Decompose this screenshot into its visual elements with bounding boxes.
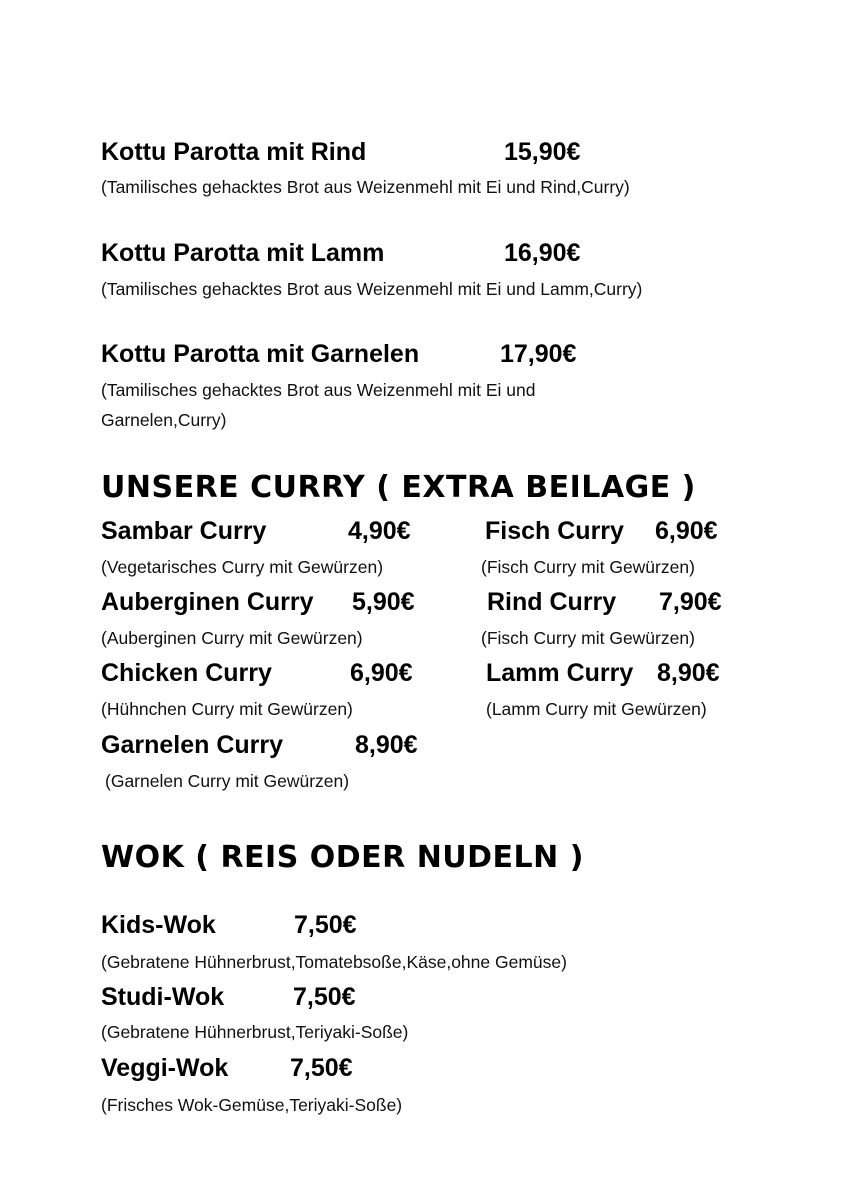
- curry-item-name: Fisch Curry: [485, 517, 624, 545]
- curry-item-price: 5,90€: [352, 588, 415, 616]
- wok-item-name: Kids-Wok: [101, 911, 216, 939]
- menu-item-price: 15,90€: [504, 138, 581, 166]
- menu-item-description: (Tamilisches gehacktes Brot aus Weizenmehl mit Ei und: [101, 380, 536, 400]
- menu-item-name: Kottu Parotta mit Lamm: [101, 239, 385, 267]
- curry-item-name: Rind Curry: [487, 588, 617, 616]
- wok-item-price: 7,50€: [293, 983, 356, 1011]
- wok-item-price: 7,50€: [294, 911, 357, 939]
- curry-item-description: (Fisch Curry mit Gewürzen): [481, 628, 695, 648]
- curry-item-name: Sambar Curry: [101, 517, 267, 545]
- curry-item-description: (Fisch Curry mit Gewürzen): [481, 557, 695, 577]
- curry-item-price: 6,90€: [655, 517, 718, 545]
- curry-item-description: (Lamm Curry mit Gewürzen): [486, 699, 707, 719]
- curry-item-name: Chicken Curry: [101, 659, 272, 687]
- curry-item-description: (Garnelen Curry mit Gewürzen): [105, 771, 350, 791]
- curry-item-price: 6,90€: [350, 659, 413, 687]
- curry-item-name: Auberginen Curry: [101, 588, 314, 616]
- menu-item-price: 16,90€: [504, 239, 581, 267]
- section-heading-curry: UNSERE CURRY ( EXTRA BEILAGE ): [101, 470, 696, 505]
- curry-item-price: 8,90€: [657, 659, 720, 687]
- wok-item-price: 7,50€: [290, 1054, 353, 1082]
- menu-item-name: Kottu Parotta mit Rind: [101, 138, 367, 166]
- wok-item-description: (Frisches Wok-Gemüse,Teriyaki-Soße): [101, 1095, 403, 1115]
- curry-item-name: Lamm Curry: [486, 659, 634, 687]
- wok-item-name: Studi-Wok: [101, 983, 225, 1011]
- menu-item-description: (Tamilisches gehacktes Brot aus Weizenmehl mit Ei und Lamm,Curry): [101, 279, 643, 299]
- menu-item-description: (Tamilisches gehacktes Brot aus Weizenmehl mit Ei und Rind,Curry): [101, 177, 630, 197]
- wok-item-name: Veggi-Wok: [101, 1054, 229, 1082]
- curry-item-price: 8,90€: [355, 731, 418, 759]
- curry-item-description: (Hühnchen Curry mit Gewürzen): [101, 699, 353, 719]
- curry-item-price: 7,90€: [659, 588, 722, 616]
- menu-item-price: 17,90€: [500, 340, 577, 368]
- wok-item-description: (Gebratene Hühnerbrust,Tomatebsoße,Käse,ohne Gemüse): [101, 952, 567, 972]
- curry-item-name: Garnelen Curry: [101, 731, 284, 759]
- curry-item-description: (Auberginen Curry mit Gewürzen): [101, 628, 363, 648]
- wok-item-description: (Gebratene Hühnerbrust,Teriyaki-Soße): [101, 1022, 409, 1042]
- curry-item-price: 4,90€: [348, 517, 411, 545]
- menu-item-name: Kottu Parotta mit Garnelen: [101, 340, 420, 368]
- section-heading-wok: WOK ( REIS ODER NUDELN ): [101, 840, 584, 875]
- menu-item-description: Garnelen,Curry): [101, 410, 227, 430]
- curry-item-description: (Vegetarisches Curry mit Gewürzen): [101, 557, 384, 577]
